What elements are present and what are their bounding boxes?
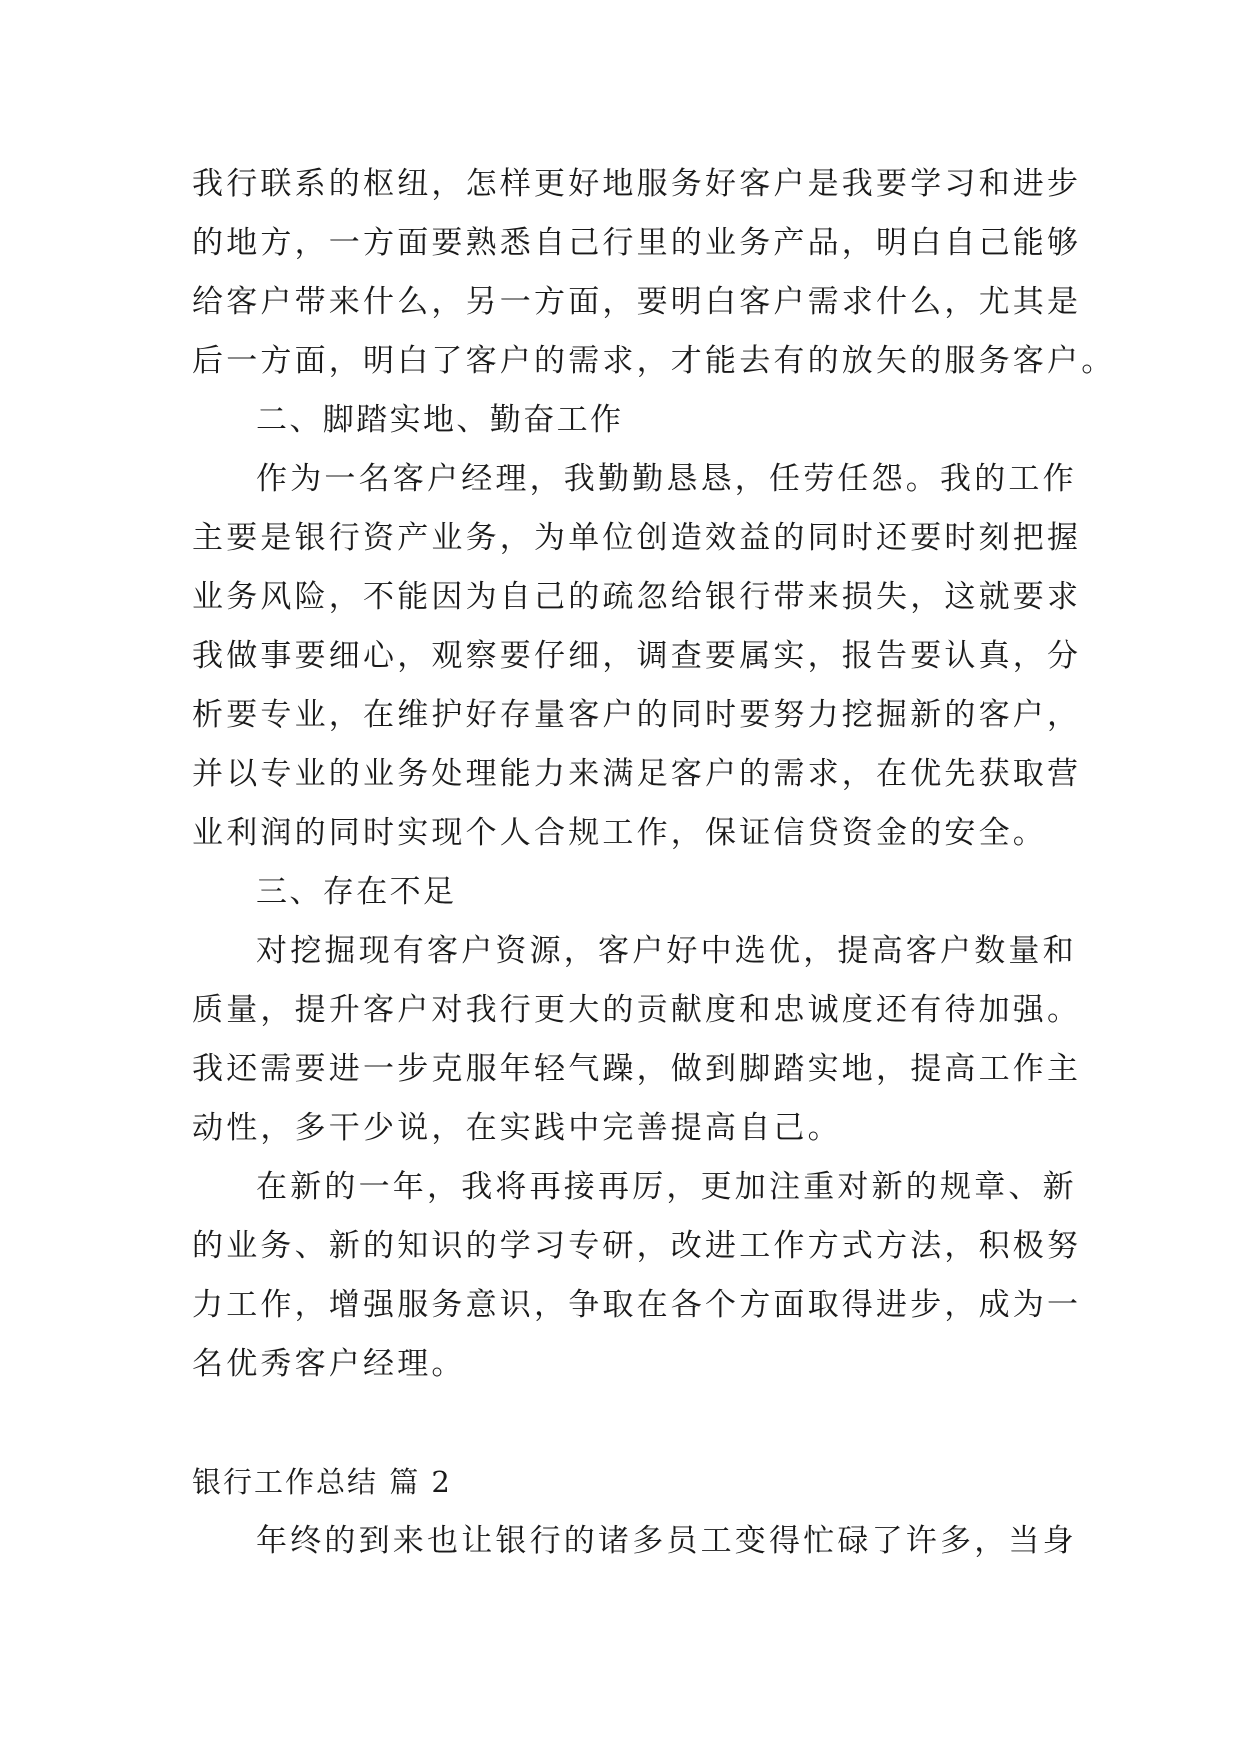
text-line: 质量，提升客户对我行更大的贡献度和忠诚度还有待加强。 xyxy=(192,992,1082,1028)
text-line: 对挖掘现有客户资源，客户好中选优，提高客户数量和 xyxy=(256,933,1077,969)
text-line: 业务风险，不能因为自己的疏忽给银行带来损失，这就要求 xyxy=(192,579,1082,615)
text-line: 并以专业的业务处理能力来满足客户的需求，在优先获取营 xyxy=(192,756,1082,792)
text-line: 年终的到来也让银行的诸多员工变得忙碌了许多，当身 xyxy=(256,1523,1077,1559)
spacer xyxy=(192,1394,1062,1453)
text-line: 名优秀客户经理。 xyxy=(192,1346,466,1382)
text-line: 的业务、新的知识的学习专研，改进工作方式方法，积极努 xyxy=(192,1228,1082,1264)
article-title: 银行工作总结 篇 2 xyxy=(192,1465,452,1499)
text-line: 在新的一年，我将再接再厉，更加注重对新的规章、新 xyxy=(256,1169,1077,1205)
paragraph-year-end xyxy=(192,1512,1077,1571)
document-body xyxy=(192,155,1116,1571)
text-line: 动性，多干少说，在实践中完善提高自己。 xyxy=(192,1110,842,1146)
text-line: 主要是银行资产业务，为单位创造效益的同时还要时刻把握 xyxy=(192,520,1082,556)
text-line: 的地方，一方面要熟悉自己行里的业务产品，明白自己能够 xyxy=(192,225,1082,261)
text-line: 力工作，增强服务意识，争取在各个方面取得进步，成为一 xyxy=(192,1287,1082,1323)
text-line: 给客户带来什么，另一方面，要明白客户需求什么，尤其是 xyxy=(192,284,1082,320)
text-line: 我做事要细心，观察要仔细，调查要属实，报告要认真，分 xyxy=(192,638,1082,674)
text-line: 作为一名客户经理，我勤勤恳恳，任劳任怨。我的工作 xyxy=(256,461,1077,497)
paragraph-diligent-work xyxy=(192,450,1082,863)
text-line: 析要专业，在维护好存量客户的同时要努力挖掘新的客户， xyxy=(192,697,1082,733)
paragraph-customer-service xyxy=(192,155,1116,391)
text-line: 我行联系的枢纽，怎样更好地服务好客户是我要学习和进步 xyxy=(192,166,1082,202)
section-heading-2: 二、脚踏实地、勤奋工作 xyxy=(256,402,624,438)
text-line: 后一方面，明白了客户的需求，才能去有的放矢的服务客户。 xyxy=(192,343,1116,379)
text-line: 业利润的同时实现个人合规工作，保证信贷资金的安全。 xyxy=(192,815,1047,851)
paragraph-new-year xyxy=(192,1158,1082,1394)
text-line: 我还需要进一步克服年轻气躁，做到脚踏实地，提高工作主 xyxy=(192,1051,1082,1087)
section-heading-3: 三、存在不足 xyxy=(256,874,457,910)
paragraph-shortcomings xyxy=(192,922,1082,1158)
